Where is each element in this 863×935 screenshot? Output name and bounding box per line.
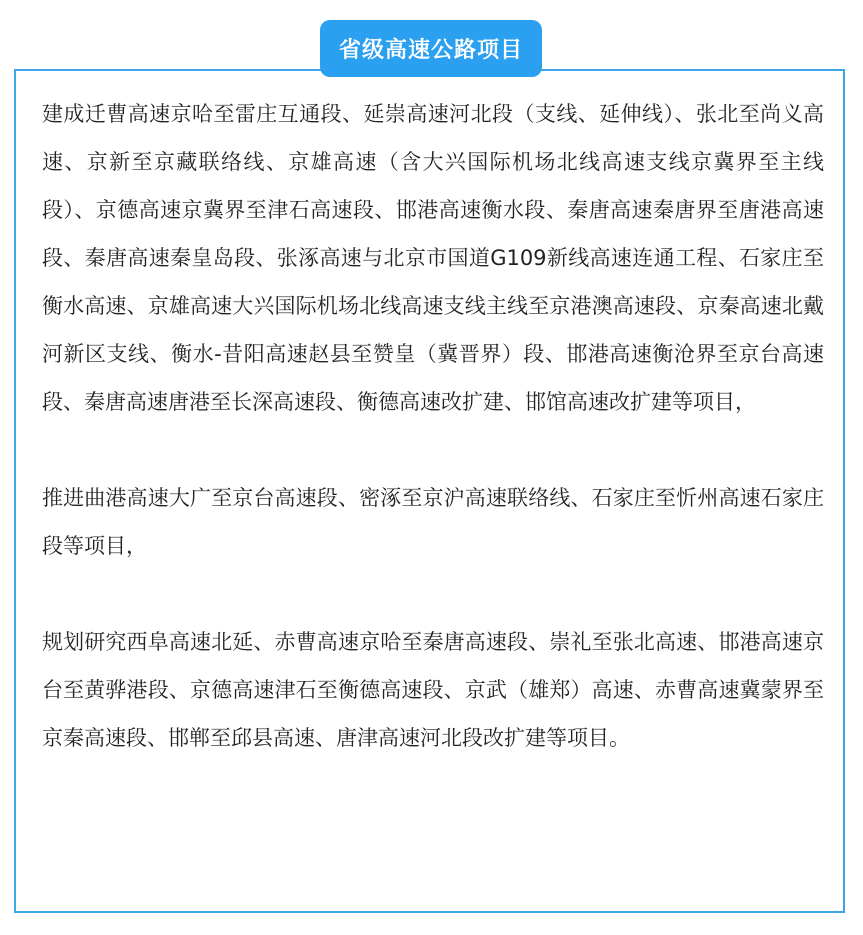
- paragraph-completed-projects: 建成迁曹高速京哈至雷庄互通段、延崇高速河北段（支线、延伸线）、张北至尚义高速、京新至京藏联络线、京雄高速（含大兴国际机场北线高速支线京冀界至主线段）、京德高速京冀界至津石高速段、邯港高速衡水段、秦唐高速秦唐界至唐港高速段、秦唐高速秦皇岛段、张涿高速与北京市国道G109新线高速连通工程、石家庄至衡水高速、京雄高速大兴国际机场北线高速支线主线至京港澳高速段、京秦高速北戴河新区支线、衡水-昔阳高速赵县至赞皇（冀晋界）段、邯港高速衡沧界至京台高速段、秦唐高速唐港至长深高速段、衡德高速改扩建、邯馆高速改扩建等项目，: [42, 102, 824, 414]
- section-title: 省级高速公路项目: [338, 38, 523, 63]
- paragraph-spacer: [42, 570, 824, 618]
- paragraph-planned-projects: 规划研究西阜高速北延、赤曹高速京哈至秦唐高速段、崇礼至张北高速、邯港高速京台至黄骅港段、京德高速津石至衡德高速段、京武（雄郑）高速、赤曹高速冀蒙界至京秦高速段、邯郸至邱县高速、唐津高速河北段改扩建等项目。: [42, 630, 824, 750]
- section-title-tab: [320, 20, 542, 77]
- content-body: [42, 90, 824, 762]
- paragraph-advancing-projects: 推进曲港高速大广至京台高速段、密涿至京沪高速联络线、石家庄至忻州高速石家庄段等项目，: [42, 486, 824, 558]
- paragraph-spacer: [42, 426, 824, 474]
